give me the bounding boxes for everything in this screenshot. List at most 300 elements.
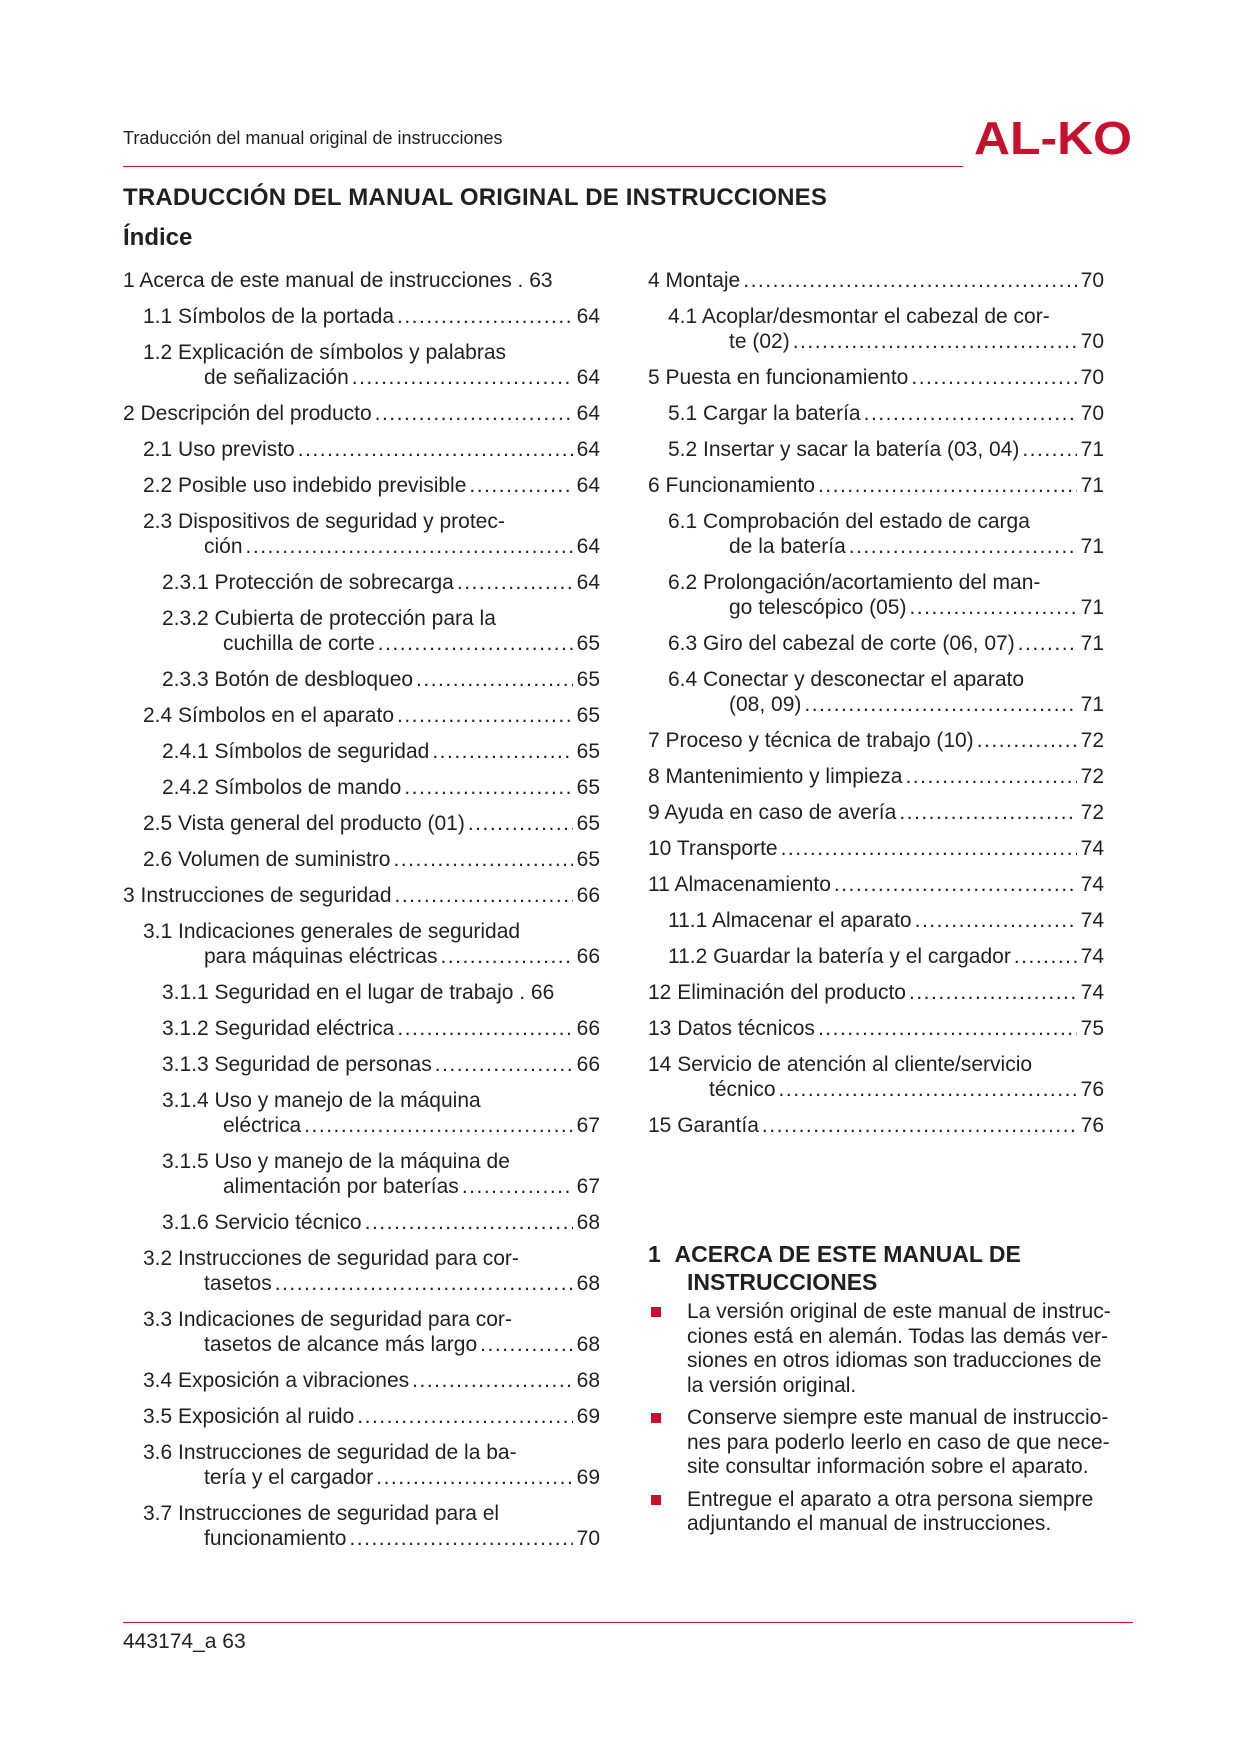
toc-page-number: 74 [1080, 873, 1104, 896]
toc-entry-title-continued: para máquinas eléctricas [204, 945, 438, 968]
toc-entry-title: 14 Servicio de atención al cliente/servicio [648, 1053, 1033, 1076]
dot-leader [743, 268, 1076, 293]
toc-entry [123, 1404, 600, 1429]
toc-entry-title: 5.2 Insertar y sacar la batería (03, 04) [668, 438, 1020, 461]
toc-entry-title: 2.2 Posible uso indebido previsible [143, 474, 467, 497]
toc-entry-title: 13 Datos técnicos [648, 1017, 815, 1040]
toc-entry-line [668, 437, 1104, 462]
toc-entry-title-continued: te (02) [729, 330, 790, 353]
bullet-text-line: la versión original. [687, 1373, 857, 1397]
toc-entry [123, 1246, 600, 1296]
toc-entry [648, 631, 1104, 656]
toc-entry [123, 304, 600, 329]
toc-entry-title-continued: (08, 09) [729, 693, 802, 716]
toc-page-number: 65 [576, 740, 600, 763]
toc-entry-line [162, 1149, 600, 1174]
section-title-line-1: ACERCA DE ESTE MANUAL DE [674, 1241, 1021, 1267]
toc-entry-line [143, 365, 600, 390]
toc-page-number: 76 [1080, 1078, 1104, 1101]
toc-page-number: 66 [576, 945, 600, 968]
toc-page-number: 64 [576, 535, 600, 558]
toc-entry-title: 4.1 Acoplar/desmontar el cabezal de cor- [668, 305, 1050, 328]
toc-entry-line [648, 728, 1104, 753]
toc-entry-line [162, 667, 600, 692]
toc-page-number: 75 [1080, 1017, 1104, 1040]
toc-entry-title: 3.7 Instrucciones de seguridad para el [143, 1502, 500, 1525]
section-title-line-2: INSTRUCCIONES [687, 1269, 878, 1295]
toc-entry-line [143, 1271, 600, 1296]
toc-entry-line [143, 1332, 600, 1357]
dot-leader [977, 728, 1077, 753]
toc-entry-title: 2 Descripción del producto [123, 402, 372, 425]
toc-entry [648, 800, 1104, 825]
bullet-list [648, 1300, 1138, 1545]
toc-right-column [648, 268, 1104, 1149]
dot-leader [432, 739, 572, 764]
toc-entry-title: 8 Mantenimiento y limpieza [648, 765, 903, 788]
dot-leader [915, 908, 1077, 933]
toc-entry-title: 9 Ayuda en caso de avería [648, 801, 897, 824]
bullet-square-icon [651, 1307, 661, 1317]
toc-entry [648, 268, 1104, 293]
toc-entry-line [648, 800, 1104, 825]
dot-leader [849, 534, 1077, 559]
header-rule [123, 166, 963, 167]
toc-entry-line [162, 1052, 600, 1077]
toc-entry [123, 883, 600, 908]
toc-entry-title: 1.1 Símbolos de la portada [143, 305, 394, 328]
toc-entry-title: 2.3 Dispositivos de seguridad y protec- [143, 510, 505, 533]
dot-leader [304, 1113, 572, 1138]
toc-entry [648, 980, 1104, 1005]
dot-leader [905, 764, 1076, 789]
toc-page-number: 71 [1080, 438, 1104, 461]
toc-page-number: 65 [576, 776, 600, 799]
bullet-text [687, 1300, 1138, 1398]
toc-entry-title-continued: go telescópico (05) [729, 596, 907, 619]
toc-entry-line [162, 1174, 600, 1199]
toc-entry-line [668, 534, 1104, 559]
toc-entry-title: 11.2 Guardar la batería y el cargador [668, 945, 1011, 968]
dot-leader [246, 534, 573, 559]
dot-leader [899, 800, 1076, 825]
dot-leader [365, 1210, 573, 1235]
toc-page-number: 71 [1080, 693, 1104, 716]
toc-entry [123, 847, 600, 872]
toc-entry-title-continued: técnico [709, 1078, 776, 1101]
toc-entry-title: 3.1 Indicaciones generales de seguridad [143, 920, 521, 943]
toc-page-number: 76 [1080, 1114, 1104, 1137]
toc-entry [648, 1016, 1104, 1041]
toc-page-number: 64 [576, 305, 600, 328]
dot-leader [457, 570, 573, 595]
toc-entry-title: 6 Funcionamiento [648, 474, 815, 497]
toc-entry [123, 1052, 600, 1077]
bullet-text-line: siones en otros idiomas son traducciones de [687, 1349, 1102, 1372]
toc-left-column [123, 268, 600, 1562]
toc-entry-title: 10 Transporte [648, 837, 778, 860]
dot-leader [395, 883, 573, 908]
toc-entry-title: 6.4 Conectar y desconectar el aparato [668, 668, 1025, 691]
toc-page-number: 70 [1080, 402, 1104, 425]
running-header: Traducción del manual original de instrucciones [123, 128, 503, 148]
toc-page-number: 70 [576, 1527, 600, 1550]
toc-entry [123, 1440, 600, 1490]
dot-leader [909, 980, 1077, 1005]
toc-page-number: 72 [1080, 729, 1104, 752]
toc-entry-line [143, 1440, 600, 1465]
al-ko-logo [972, 112, 1136, 162]
toc-page-number: 66 [576, 1053, 600, 1076]
toc-entry [648, 365, 1104, 390]
toc-page-number: 67 [576, 1114, 600, 1137]
toc-page-number: 74 [1080, 837, 1104, 860]
toc-entry-line [143, 811, 600, 836]
toc-entry-line [668, 401, 1104, 426]
dot-leader [779, 1077, 1077, 1102]
toc-entry [123, 1368, 600, 1393]
dot-leader [762, 1113, 1077, 1138]
toc-entry-title-continued: ción [204, 535, 243, 558]
toc-entry-line [162, 1113, 600, 1138]
dot-leader [397, 703, 573, 728]
toc-entry-line [143, 304, 600, 329]
toc-entry-line [123, 268, 600, 293]
dot-leader [1014, 944, 1077, 969]
footer-page-number: 443174_a 63 [123, 1630, 246, 1653]
toc-entry-line [668, 908, 1104, 933]
toc-entry-line [143, 534, 600, 559]
dot-leader [412, 1368, 572, 1393]
toc-page-number: 68 [576, 1272, 600, 1295]
toc-entry [648, 437, 1104, 462]
section-number: 1 [648, 1241, 661, 1267]
toc-entry-title-continued: alimentación por baterías [223, 1175, 459, 1198]
toc-entry [123, 401, 600, 426]
toc-entry-title: 3.1.1 Seguridad en el lugar de trabajo . 66 [162, 981, 555, 1004]
dot-leader [375, 401, 573, 426]
dot-leader [781, 836, 1077, 861]
toc-entry-title: 3.1.5 Uso y manejo de la máquina de [162, 1150, 510, 1173]
toc-entry-title: 4 Montaje [648, 269, 741, 292]
toc-entry-title: 3.1.2 Seguridad eléctrica [162, 1017, 395, 1040]
toc-entry-line [668, 329, 1104, 354]
dot-leader [298, 437, 573, 462]
toc-entry-line [123, 883, 600, 908]
toc-entry-title: 2.1 Uso previsto [143, 438, 295, 461]
bullet-square-icon [651, 1495, 661, 1505]
dot-leader [440, 944, 572, 969]
toc-entry [648, 401, 1104, 426]
dot-leader [818, 473, 1077, 498]
toc-page-number: 71 [1080, 535, 1104, 558]
toc-page-number: 64 [576, 474, 600, 497]
toc-entry-line [143, 340, 600, 365]
dot-leader [416, 667, 573, 692]
toc-entry-line [143, 1368, 600, 1393]
toc-entry-line [648, 1052, 1104, 1077]
dot-leader [352, 365, 573, 390]
dot-leader [462, 1174, 573, 1199]
toc-entry-title: 2.6 Volumen de suministro [143, 848, 391, 871]
toc-page-number: 68 [576, 1369, 600, 1392]
toc-entry-title-continued: de la batería [729, 535, 846, 558]
toc-page-number: 70 [1080, 330, 1104, 353]
toc-page-number: 65 [576, 668, 600, 691]
toc-entry [123, 570, 600, 595]
toc-entry-line [143, 1465, 600, 1490]
toc-entry [123, 1016, 600, 1041]
toc-entry-line [143, 1404, 600, 1429]
dot-leader [818, 1016, 1077, 1041]
toc-entry [123, 739, 600, 764]
bullet-text-line: ciones está en alemán. Todas las demás ver- [687, 1324, 1109, 1348]
bullet-text-line: Entregue el aparato a otra persona siempre [687, 1487, 1094, 1511]
dot-leader [1022, 437, 1076, 462]
toc-entry-title-continued: funcionamiento [204, 1527, 347, 1550]
dot-leader [393, 847, 572, 872]
bullet-text-line: Conserve siempre este manual de instruccio- [687, 1406, 1109, 1429]
toc-entry [648, 836, 1104, 861]
toc-entry-title: 6.3 Giro del cabezal de corte (06, 07) [668, 632, 1015, 655]
dot-leader [1018, 631, 1077, 656]
toc-entry [123, 775, 600, 800]
toc-page-number: 72 [1080, 765, 1104, 788]
toc-entry [123, 703, 600, 728]
document-title: TRADUCCIÓN DEL MANUAL ORIGINAL DE INSTRUCCIONES [123, 184, 828, 211]
toc-entry-line [162, 1088, 600, 1113]
toc-entry [648, 509, 1104, 559]
toc-entry [123, 919, 600, 969]
toc-entry-title: 3.1.6 Servicio técnico [162, 1211, 362, 1234]
toc-entry-title: 3.1.3 Seguridad de personas [162, 1053, 432, 1076]
toc-entry-title: 2.4.2 Símbolos de mando [162, 776, 402, 799]
toc-entry-line [648, 473, 1104, 498]
toc-page-number: 74 [1080, 945, 1104, 968]
toc-entry [648, 304, 1104, 354]
toc-entry-line [162, 775, 600, 800]
toc-entry-line [648, 1016, 1104, 1041]
dot-leader [469, 473, 572, 498]
toc-entry [123, 473, 600, 498]
toc-entry-title: 3.5 Exposición al ruido [143, 1405, 355, 1428]
toc-entry-line [668, 304, 1104, 329]
toc-entry [648, 908, 1104, 933]
toc-entry-title-continued: eléctrica [223, 1114, 302, 1137]
bullet-text-line: adjuntando el manual de instrucciones. [687, 1512, 1052, 1535]
toc-entry-title: 3.4 Exposición a vibraciones [143, 1369, 410, 1392]
toc-page-number: 67 [576, 1175, 600, 1198]
dot-leader [468, 811, 573, 836]
toc-entry-title: 7 Proceso y técnica de trabajo (10) [648, 729, 974, 752]
toc-entry [123, 980, 600, 1005]
toc-entry-title: 3.3 Indicaciones de seguridad para cor- [143, 1308, 512, 1331]
bullet-item [648, 1406, 1138, 1480]
toc-page-number: 66 [576, 884, 600, 907]
toc-page-number: 68 [576, 1211, 600, 1234]
toc-page-number: 71 [1080, 474, 1104, 497]
bullet-text-line: site consultar información sobre el aparato. [687, 1455, 1089, 1478]
toc-entry-title: 2.3.2 Cubierta de protección para la [162, 607, 496, 630]
toc-entry-line [162, 606, 600, 631]
dot-leader [275, 1271, 573, 1296]
toc-entry-title: 11.1 Almacenar el aparato [668, 909, 912, 932]
toc-entry-title: 3 Instrucciones de seguridad [123, 884, 392, 907]
dot-leader [435, 1052, 573, 1077]
toc-entry-line [143, 847, 600, 872]
toc-entry-line [668, 944, 1104, 969]
toc-page-number: 71 [1080, 596, 1104, 619]
toc-page-number: 64 [576, 438, 600, 461]
al-ko-logo-icon [972, 112, 1136, 162]
toc-page-number: 70 [1080, 269, 1104, 292]
dot-leader [357, 1404, 572, 1429]
toc-entry-title: 15 Garantía [648, 1114, 759, 1137]
dot-leader [480, 1332, 572, 1357]
toc-entry-line [648, 872, 1104, 897]
toc-entry [123, 1149, 600, 1199]
toc-entry-line [143, 1246, 600, 1271]
toc-entry-title: 12 Eliminación del producto [648, 981, 906, 1004]
toc-page-number: 69 [576, 1466, 600, 1489]
toc-entry-line [648, 268, 1104, 293]
toc-entry [648, 944, 1104, 969]
bullet-item [648, 1488, 1138, 1537]
toc-entry-line [162, 1210, 600, 1235]
toc-entry-line [143, 1526, 600, 1551]
bullet-item [648, 1300, 1138, 1398]
toc-entry-title: 1.2 Explicación de símbolos y palabras [143, 341, 507, 364]
toc-entry-line [162, 980, 600, 1005]
bullet-text [687, 1406, 1138, 1480]
svg-text:AL-KO: AL-KO [974, 112, 1132, 162]
index-title: Índice [123, 224, 193, 251]
bullet-square-icon [651, 1413, 661, 1423]
toc-entry-line [143, 703, 600, 728]
toc-entry [123, 509, 600, 559]
dot-leader [911, 365, 1076, 390]
toc-page-number: 65 [576, 812, 600, 835]
bullet-text [687, 1488, 1138, 1537]
toc-entry-line [143, 1501, 600, 1526]
toc-page-number: 74 [1080, 981, 1104, 1004]
dot-leader [909, 595, 1076, 620]
toc-entry-title: 6.1 Comprobación del estado de carga [668, 510, 1030, 533]
toc-entry [648, 728, 1104, 753]
toc-entry [123, 340, 600, 390]
toc-page-number: 65 [576, 632, 600, 655]
toc-entry-title: 3.2 Instrucciones de seguridad para cor- [143, 1247, 519, 1270]
toc-entry-title: 11 Almacenamiento [648, 873, 831, 896]
toc-entry-title: 1 Acerca de este manual de instrucciones . 63 [123, 269, 553, 292]
toc-entry-title: 3.6 Instrucciones de seguridad de la ba- [143, 1441, 517, 1464]
toc-entry [123, 268, 600, 293]
toc-entry-title-continued: tasetos [204, 1272, 272, 1295]
toc-entry-line [648, 980, 1104, 1005]
dot-leader [376, 1465, 572, 1490]
toc-page-number: 65 [576, 848, 600, 871]
toc-entry-line [648, 1113, 1104, 1138]
dot-leader [378, 631, 573, 656]
toc-entry-line [668, 570, 1104, 595]
toc-entry [648, 1052, 1104, 1102]
toc-page-number: 65 [576, 704, 600, 727]
toc-entry-title-continued: tasetos de alcance más largo [204, 1333, 478, 1356]
dot-leader [397, 1016, 572, 1041]
toc-entry [648, 667, 1104, 717]
toc-entry-line [648, 1077, 1104, 1102]
toc-entry-title: 3.1.4 Uso y manejo de la máquina [162, 1089, 481, 1112]
toc-entry-line [162, 1016, 600, 1041]
toc-entry [123, 606, 600, 656]
toc-entry-line [143, 1307, 600, 1332]
dot-leader [834, 872, 1077, 897]
toc-entry-line [123, 401, 600, 426]
toc-entry-title: 2.5 Vista general del producto (01) [143, 812, 465, 835]
toc-entry [648, 872, 1104, 897]
toc-page-number: 64 [576, 402, 600, 425]
dot-leader [404, 775, 572, 800]
bullet-text-line: nes para poderlo leerlo en caso de que nece- [687, 1430, 1110, 1454]
toc-entry-line [648, 764, 1104, 789]
toc-entry-line [143, 944, 600, 969]
toc-entry-line [143, 437, 600, 462]
toc-entry-line [143, 509, 600, 534]
toc-entry-line [668, 692, 1104, 717]
toc-entry [123, 1501, 600, 1551]
toc-entry-line [668, 667, 1104, 692]
toc-page-number: 70 [1080, 366, 1104, 389]
toc-entry [648, 570, 1104, 620]
toc-entry-title-continued: de señalización [204, 366, 349, 389]
bullet-text-line: La versión original de este manual de instruc- [687, 1300, 1111, 1323]
toc-entry [123, 667, 600, 692]
toc-entry-title: 2.4.1 Símbolos de seguridad [162, 740, 430, 763]
toc-page-number: 68 [576, 1333, 600, 1356]
toc-entry-title: 5.1 Cargar la batería [668, 402, 861, 425]
toc-entry-title-continued: tería y el cargador [204, 1466, 374, 1489]
toc-entry [123, 1210, 600, 1235]
toc-entry [123, 1088, 600, 1138]
toc-page-number: 74 [1080, 909, 1104, 932]
toc-entry-title: 6.2 Prolongación/acortamiento del man- [668, 571, 1041, 594]
toc-entry-line [162, 739, 600, 764]
dot-leader [804, 692, 1076, 717]
dot-leader [864, 401, 1077, 426]
toc-entry-line [143, 473, 600, 498]
toc-entry-title-continued: cuchilla de corte [223, 632, 375, 655]
toc-entry-title: 2.3.1 Protección de sobrecarga [162, 571, 454, 594]
dot-leader [349, 1526, 572, 1551]
toc-entry [123, 437, 600, 462]
toc-entry-title: 2.3.3 Botón de desbloqueo [162, 668, 414, 691]
toc-entry-title: 2.4 Símbolos en el aparato [143, 704, 394, 727]
dot-leader [793, 329, 1077, 354]
footer-rule [123, 1622, 1133, 1623]
toc-page-number: 64 [576, 571, 600, 594]
toc-entry [123, 811, 600, 836]
toc-page-number: 64 [576, 366, 600, 389]
toc-entry-line [668, 595, 1104, 620]
toc-entry [648, 1113, 1104, 1138]
section-heading [648, 1240, 1098, 1296]
toc-entry-title: 5 Puesta en funcionamiento [648, 366, 909, 389]
toc-entry-line [143, 919, 600, 944]
toc-entry [123, 1307, 600, 1357]
dot-leader [397, 304, 573, 329]
toc-entry-line [668, 631, 1104, 656]
toc-entry-line [648, 836, 1104, 861]
